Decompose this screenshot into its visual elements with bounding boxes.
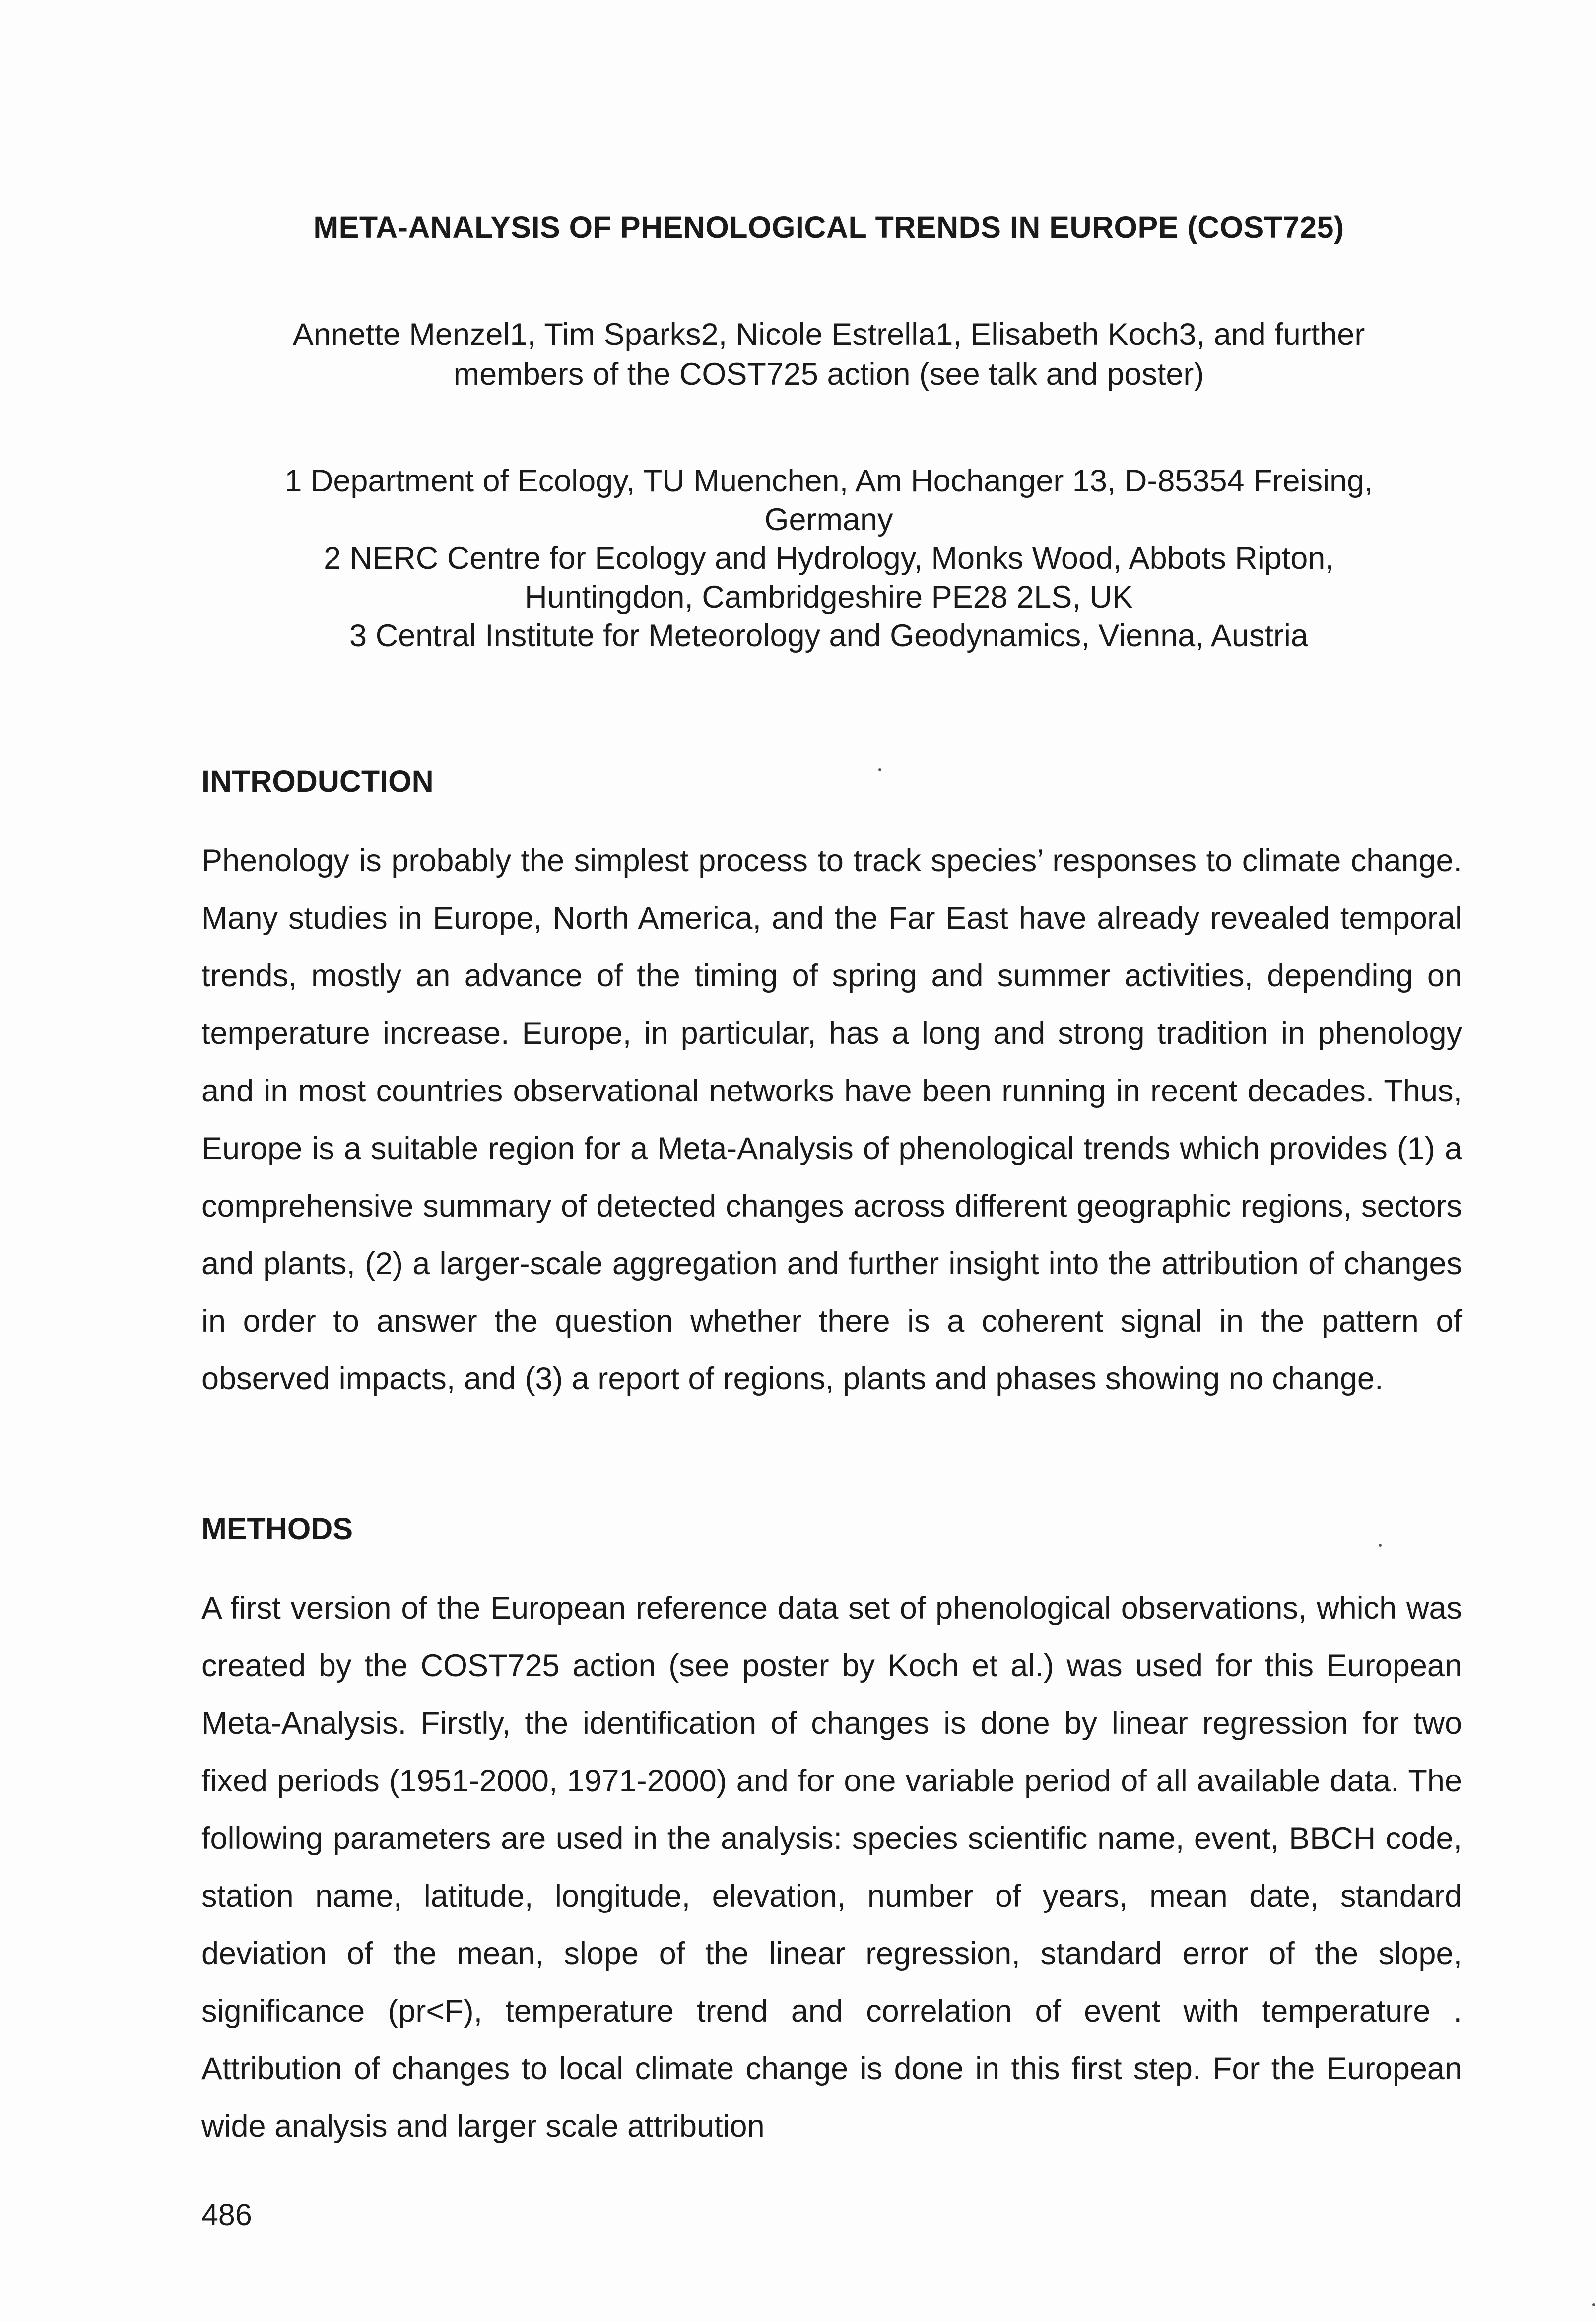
- affiliation-line: 2 NERC Centre for Ecology and Hydrology, Monks Wood, Abbots Ripton,: [324, 541, 1334, 576]
- methods-heading: METHODS: [201, 1512, 353, 1546]
- page-number: 486: [201, 2198, 252, 2232]
- scan-speck: [878, 768, 881, 771]
- scan-speck: [1592, 2303, 1595, 2306]
- methods-paragraph: A first version of the European reference data set of phenological observations, which was created by the COST725 action (see poster by Koch et al.) was used for this European Meta-Analysis. Firstly, the identification of changes is done by linear regression for two fixed periods (1951-2000, 1971-2000) and for one variable period of all available data. The following parameters are used in the analysis: species scientific name, event, BBCH code, station name, latitude, longitude, elevation, number of years, mean date, standard deviation of the mean, slope of the linear regression, standard error of the slope, significance (pr<F), temperature trend and correlation of event with temperature . Attribution of changes to local climate change is done in this first step. For the European wide analysis and larger scale attribution: [201, 1591, 1462, 2144]
- affiliation-line: 3 Central Institute for Meteorology and Geodynamics, Vienna, Austria: [349, 618, 1308, 653]
- affiliation-line: Germany: [764, 502, 893, 537]
- introduction-heading: INTRODUCTION: [201, 764, 434, 798]
- author-list: [199, 315, 1459, 394]
- affiliation-line: Huntingdon, Cambridgeshire PE28 2LS, UK: [525, 580, 1133, 615]
- author-line: Annette Menzel1, Tim Sparks2, Nicole Estrella1, Elisabeth Koch3, and further: [292, 317, 1365, 352]
- author-line: members of the COST725 action (see talk and poster): [453, 357, 1204, 392]
- affiliation-line: 1 Department of Ecology, TU Muenchen, Am Hochanger 13, D-85354 Freising,: [284, 464, 1373, 498]
- scan-speck: [1379, 1544, 1382, 1547]
- affiliation-list: [199, 462, 1459, 655]
- paper-title: META-ANALYSIS OF PHENOLOGICAL TRENDS IN EUROPE (COST725): [313, 210, 1344, 244]
- introduction-paragraph: Phenology is probably the simplest process to track species’ responses to climate change. Many studies in Europe, North America, and the Far East have already revealed temporal trends, mostly an advance of the timing of spring and summer activities, depending on temperature increase. Europe, in particular, has a long and strong tradition in phenology and in most countries observational networks have been running in recent decades. Thus, Europe is a suitable region for a Meta-Analysis of phenological trends which provides (1) a comprehensive summary of detected changes across different geographic regions, sectors and plants, (2) a larger-scale aggregation and further insight into the attribution of changes in order to answer the question whether there is a coherent signal in the pattern of observed impacts, and (3) a report of regions, plants and phases showing no change.: [201, 843, 1462, 1396]
